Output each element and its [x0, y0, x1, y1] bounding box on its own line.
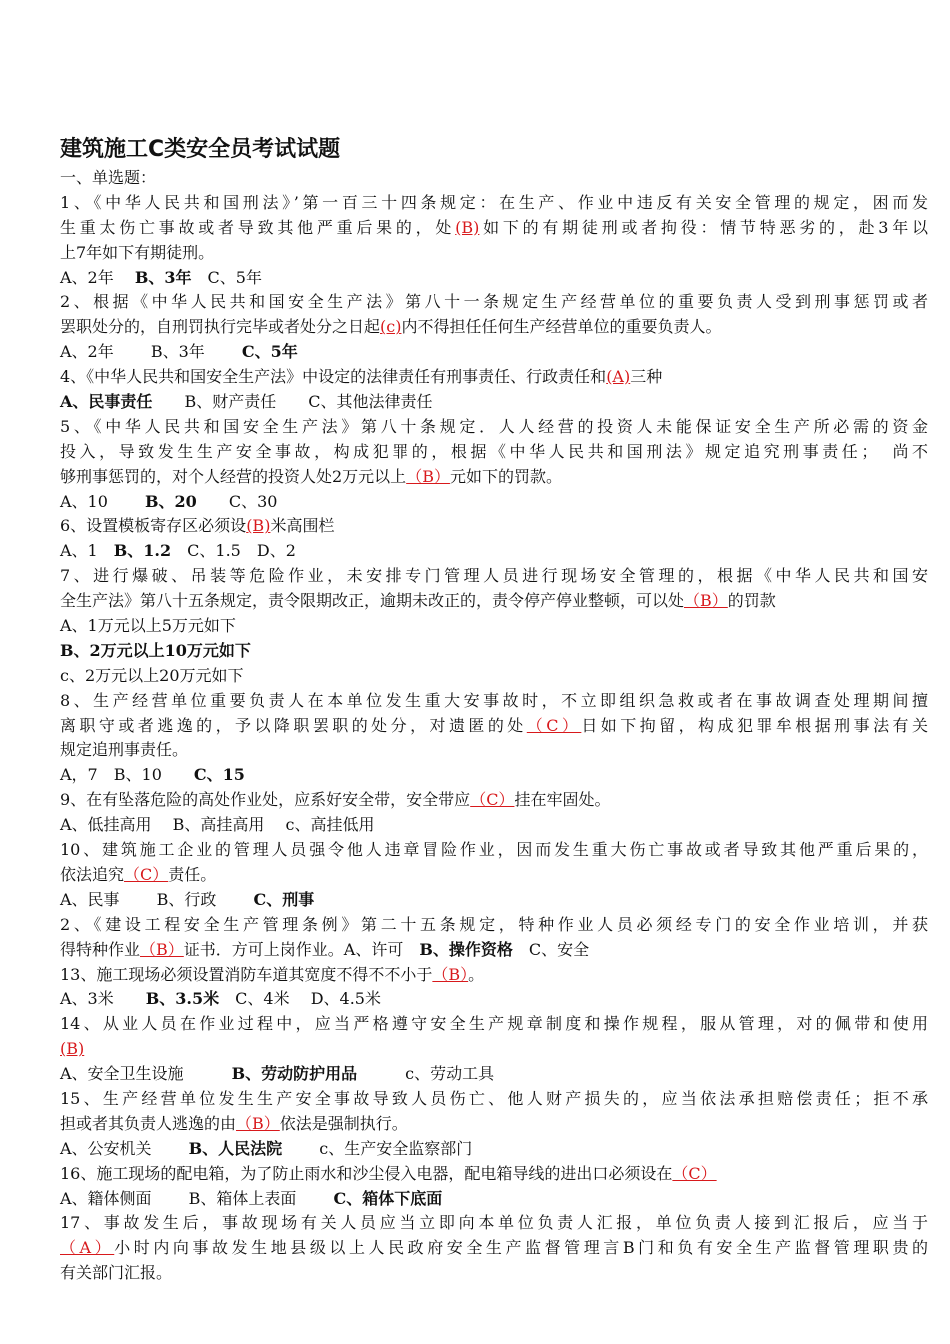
q15-line-2 [60, 1112, 928, 1137]
q9-text: 9、在有坠落危险的高处作业处，应系好安全带，安全带应 [60, 790, 471, 810]
q13-option-d: D、4.5米 [310, 989, 381, 1009]
q4-option-a: A、民事责任 [60, 392, 153, 412]
q1-line-2 [60, 216, 928, 241]
q14-option-a: A、安全卫生设施 [60, 1064, 184, 1084]
q2-line-1: 2、根据《中华人民共和国安全生产法》第八十一条规定生产经营单位的重要负责人受到刑事惩罚或者 [60, 292, 928, 312]
q8-line-2 [60, 714, 928, 739]
q15-option-c: c、生产安全监察部门 [319, 1138, 473, 1158]
q5-line-2: 投入，导致发生生产安全事故，构成犯罪的，根据《中华人民共和国刑法》规定追究刑事责任； 尚不 [60, 441, 928, 461]
q14-answer: (B) [60, 1039, 85, 1059]
q13-options [60, 987, 928, 1012]
q16-answer: （C） [672, 1163, 717, 1183]
q1-option-a: A、2年 [60, 267, 114, 287]
q9-option-c: c、高挂低用 [285, 815, 375, 835]
q13-text: 13、施工现场必须设置消防车道其宽度不得不不小于 [60, 964, 433, 984]
q6-text-cont: 米高围栏 [270, 516, 335, 536]
q1-text-cont: 如下的有期徒刑或者拘役：情节特恶劣的，赴3年以 [479, 217, 928, 237]
q8-options [60, 763, 928, 788]
q10-options [60, 888, 928, 913]
q5-option-c: C、30 [228, 491, 278, 511]
q7-line-2 [60, 589, 928, 614]
q1-option-b: B、3年 [134, 267, 192, 287]
document-body [60, 134, 928, 1286]
q2-text: 罢职处分的，自刑罚执行完毕或者处分之日起 [60, 317, 381, 337]
q5-option-a: A、10 [60, 491, 108, 511]
q8-line-3: 规定追刑事责任。 [60, 740, 189, 760]
q6-options [60, 539, 928, 564]
q8-text-cont: 日如下拘留，构成犯罪牟根据刑事法有关 [581, 715, 928, 735]
q7-answer: （B） [684, 591, 728, 611]
q9-line-1 [60, 788, 928, 813]
q2b-line-1: 2、《建设工程安全生产管理条例》第二十五条规定，特种作业人员必须经专门的安全作业培训，并获 [60, 914, 928, 934]
q1-answer: (B) [455, 217, 480, 237]
q15-text: 担或者其负责人逃逸的由 [60, 1113, 237, 1133]
q15-options [60, 1137, 928, 1162]
q4-text-cont: 三种 [630, 367, 663, 387]
q6-option-d: D、2 [256, 541, 296, 561]
q1-text: 生重太伤亡事故或者导致其他严重后果的，处 [60, 217, 456, 237]
q16-options [60, 1187, 928, 1212]
q14-option-b: B、劳动防护用品 [231, 1064, 358, 1084]
q10-line-1: 10、建筑施工企业的管理人员强令他人违章冒险作业，因而发生重大伤亡事故或者导致其他严重后果的， [60, 840, 928, 860]
q4-text: 4、《中华人民共和国安全生产法》中设定的法律责任有刑事责任、行政责任和 [60, 367, 607, 387]
q2-options [60, 340, 928, 365]
q5-options [60, 490, 928, 515]
q10-text-cont: 责任。 [168, 864, 217, 884]
q5-text-cont: 元如下的罚款。 [449, 466, 562, 486]
q8-option-b: B、10 [113, 765, 162, 785]
q4-options [60, 390, 928, 415]
q10-option-b: B、行政 [156, 889, 217, 909]
q10-option-c: C、刑事 [253, 889, 315, 909]
q2-text-cont: 内不得担任任何生产经营单位的重要负责人。 [401, 317, 722, 337]
q9-answer: （C） [470, 790, 515, 810]
q10-line-2 [60, 863, 928, 888]
q4-answer: (A) [606, 367, 631, 387]
q6-line-1 [60, 514, 928, 539]
q1-line-3: 上7年如下有期徒刑。 [60, 242, 215, 262]
q15-text-cont: 依法是强制执行。 [279, 1113, 408, 1133]
q9-option-b: B、高挂高用 [172, 815, 265, 835]
q8-text: 离职守或者逃逸的，予以降职罢职的处分，对遗匿的处 [60, 715, 527, 735]
q13-answer: （B） [432, 964, 469, 984]
q1-line-1: 1、《中华人民共和国刑法》’第一百三十四条规定：在生产、作业中违反有关安全管理的规定，困而发 [60, 192, 928, 212]
q8-line-1: 8、生产经营单位重要负责人在本单位发生重大安事故时，不立即组织急救或者在事故调查处理期间擅 [60, 690, 928, 710]
q13-option-b: B、3.5米 [145, 989, 220, 1009]
q6-answer: (B) [246, 516, 271, 536]
q2b-text: 得特种作业 [60, 939, 141, 959]
q7-text-cont: 的罚款 [727, 591, 776, 611]
section-heading: 一、单选题： [60, 168, 157, 187]
q13-option-c: C、4米 [235, 989, 290, 1009]
q17-text-cont: 小时内向事故发生地县级以上人民政府安全生产监督管理言B门和负有安全生产监督管理职贵的 [114, 1238, 928, 1258]
q16-option-b: B、箱体上表面 [188, 1188, 297, 1208]
q5-answer: （B） [406, 466, 450, 486]
q5-line-3 [60, 465, 928, 490]
q15-option-b: B、人民法院 [188, 1138, 283, 1158]
q6-text: 6、设置模板寄存区必须设 [60, 516, 247, 536]
q5-line-1: 5、《中华人民共和国安全生产法》第八十条规定．人人经营的投资人未能保证安全生产所必需的资金 [60, 416, 928, 436]
q7-text: 全生产法》第八十五条规定，责令限期改正，逾期未改正的，责令停产停业整顿，可以处 [60, 591, 685, 611]
q7-option-a: A、1万元以上5万元如下 [60, 616, 236, 636]
q15-option-a: A、公安机关 [60, 1138, 152, 1158]
q2b-option-c: C、安全 [528, 939, 590, 959]
q17-line-3: 有关部门汇报。 [60, 1263, 173, 1283]
q2-option-b: B、3年 [150, 342, 205, 362]
q7-option-b: B、2万元以上10万元如下 [60, 640, 251, 660]
q5-text: 够刑事惩罚的，对个人经营的投资人处2万元以上 [60, 466, 407, 486]
q17-line-1: 17、事故发生后，事故现场有关人员应当立即向本单位负责人汇报，单位负责人接到汇报后，应当于 [60, 1213, 928, 1233]
q14-option-c: c、劳动工具 [405, 1064, 495, 1084]
q13-option-a: A、3米 [60, 989, 114, 1009]
q16-text: 16、施工现场的配电箱，为了防止雨水和沙尘侵入电器，配电箱导线的进出口必须设在 [60, 1163, 673, 1183]
q2b-answer: （B） [140, 939, 184, 959]
q14-line-2 [60, 1037, 928, 1062]
q8-option-c: C、15 [193, 765, 245, 785]
q8-option-a: A，7 [60, 765, 98, 785]
q10-text: 依法追究 [60, 864, 125, 884]
document-title: 建筑施工C类安全员考试试题 [60, 137, 341, 162]
q15-line-1: 15、生产经营单位发生生产安全事故导致人员伤亡、他人财产损失的，应当依法承担赔偿责任；拒不承 [60, 1088, 928, 1108]
q14-options [60, 1062, 928, 1087]
q8-answer: （C） [526, 715, 582, 735]
q9-option-a: A、低挂高用 [60, 815, 152, 835]
q16-option-a: A、籍体侧面 [60, 1188, 152, 1208]
q1-options [60, 266, 928, 291]
q4-line-1 [60, 365, 928, 390]
q13-text-cont: 。 [468, 964, 485, 984]
q7-line-1: 7、进行爆破、吊装等危险作业，未安排专门管理人员进行现场安全管理的，根据《中华人民共和国安 [60, 566, 928, 586]
q1-option-c: C、5年 [207, 267, 262, 287]
q6-option-a: A、1 [60, 541, 98, 561]
q2-answer: (c) [380, 317, 402, 337]
q4-option-c: C、其他法律责任 [308, 392, 433, 412]
q9-options [60, 813, 928, 838]
q2-option-a: A、2年 [60, 342, 114, 362]
q2-line-2 [60, 315, 928, 340]
q9-text-cont: 挂在牢固处。 [514, 790, 611, 810]
q7-option-c: c、2万元以上20万元如下 [60, 665, 244, 685]
q2-option-c: C、5年 [241, 342, 298, 362]
q13-line-1 [60, 963, 928, 988]
q6-option-c: C、1.5 [187, 541, 241, 561]
q2b-line-2 [60, 938, 928, 963]
q15-answer: （B） [236, 1113, 280, 1133]
q17-line-2 [60, 1236, 928, 1261]
q2b-text-cont: 证书．方可上岗作业。A、许可 [183, 939, 404, 959]
q2b-option-b: B、操作资格 [419, 939, 513, 959]
q16-option-c: C、箱体下底面 [333, 1188, 443, 1208]
q4-option-b: B、财产责任 [184, 392, 277, 412]
q5-option-b: B、20 [145, 491, 197, 511]
q14-line-1: 14、从业人员在作业过程中，应当严格遵守安全生产规章制度和操作规程，服从管理，对的佩带和使用 [60, 1014, 928, 1034]
q10-answer: （C） [124, 864, 169, 884]
q10-option-a: A、民事 [60, 889, 120, 909]
q17-answer: （A） [60, 1238, 115, 1258]
q6-option-b: B、1.2 [113, 541, 172, 561]
q16-line-1 [60, 1162, 928, 1187]
